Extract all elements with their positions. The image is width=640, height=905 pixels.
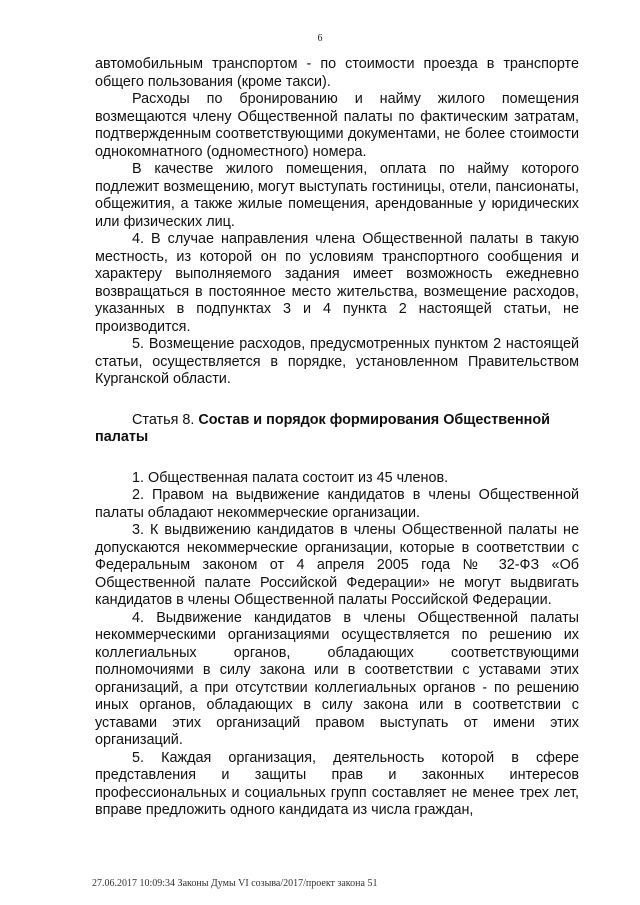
footer-stamp: 27.06.2017 10:09:34 Законы Думы VI созыва/2017/проект закона 51 [92,878,378,889]
paragraph: В качестве жилого помещения, оплата по найму которого подлежит возмещению, могут выступать гостиницы, отели, пансионаты, общежития, а также жилые помещения, арендованные у юридических или физических лиц. [95,161,579,230]
page-number: 6 [317,33,323,44]
paragraph: 3. К выдвижению кандидатов в члены Общественной палаты не допускаются некоммерческие организации, которые в соответствии с Федеральным законом от 4 апреля 2005 года № 32-ФЗ «Об Общественной палате Российской Федерации» не могут выдвигать кандидатов в члены Общественной палаты Российской Федерации. [95,522,579,608]
paragraphs-after [95,470,579,820]
paragraph: Расходы по бронированию и найму жилого помещения возмещаются члену Общественной палаты по фактическим затратам, подтвержденным соответствующими документами, не более стоимости однокомнатного (одноместного) номера. [95,91,579,160]
paragraph: 2. Правом на выдвижение кандидатов в члены Общественной палаты обладают некоммерческие организации. [95,487,579,521]
paragraphs-before [95,56,579,389]
article-prefix: Статья 8. [132,411,199,428]
document-body [95,56,579,820]
article-heading [95,412,579,447]
paragraph: 1. Общественная палата состоит из 45 членов. [132,469,449,486]
article-title: Состав и порядок формирования Общественной палаты [95,411,550,445]
paragraph: 5. Возмещение расходов, предусмотренных пунктом 2 настоящей статьи, осуществляется в порядке, установленном Правительством Курганской области. [95,336,579,387]
paragraph: 5. Каждая организация, деятельность которой в сфере представления и защиты прав и законных интересов профессиональных и социальных групп составляет не менее трех лет, вправе предложить одного кандидата из числа граждан, [95,749,579,818]
paragraph: автомобильным транспортом - по стоимости проезда в транспорте общего пользования (кроме такси). [95,56,579,90]
paragraph: 4. Выдвижение кандидатов в члены Общественной палаты некоммерческими организациями осуществляется по решению их коллегиальных органов, обладающих соответствующими полномочиями в силу закона или в соответствии с уставами этих организаций, а при отсутствии коллегиальных органов - по решению иных органов, обладающих в силу закона или в соответствии с уставами этих организаций правом выступать от имени этих организаций. [95,609,579,748]
paragraph: 4. В случае направления члена Общественной палаты в такую местность, из которой он по условиям транспортного сообщения и характеру выполняемого задания имеет возможность ежедневно возвращаться в постоянное место жительства, возмещение расходов, указанных в подпунктах 3 и 4 пункта 2 настоящей статьи, не производится. [95,231,579,335]
